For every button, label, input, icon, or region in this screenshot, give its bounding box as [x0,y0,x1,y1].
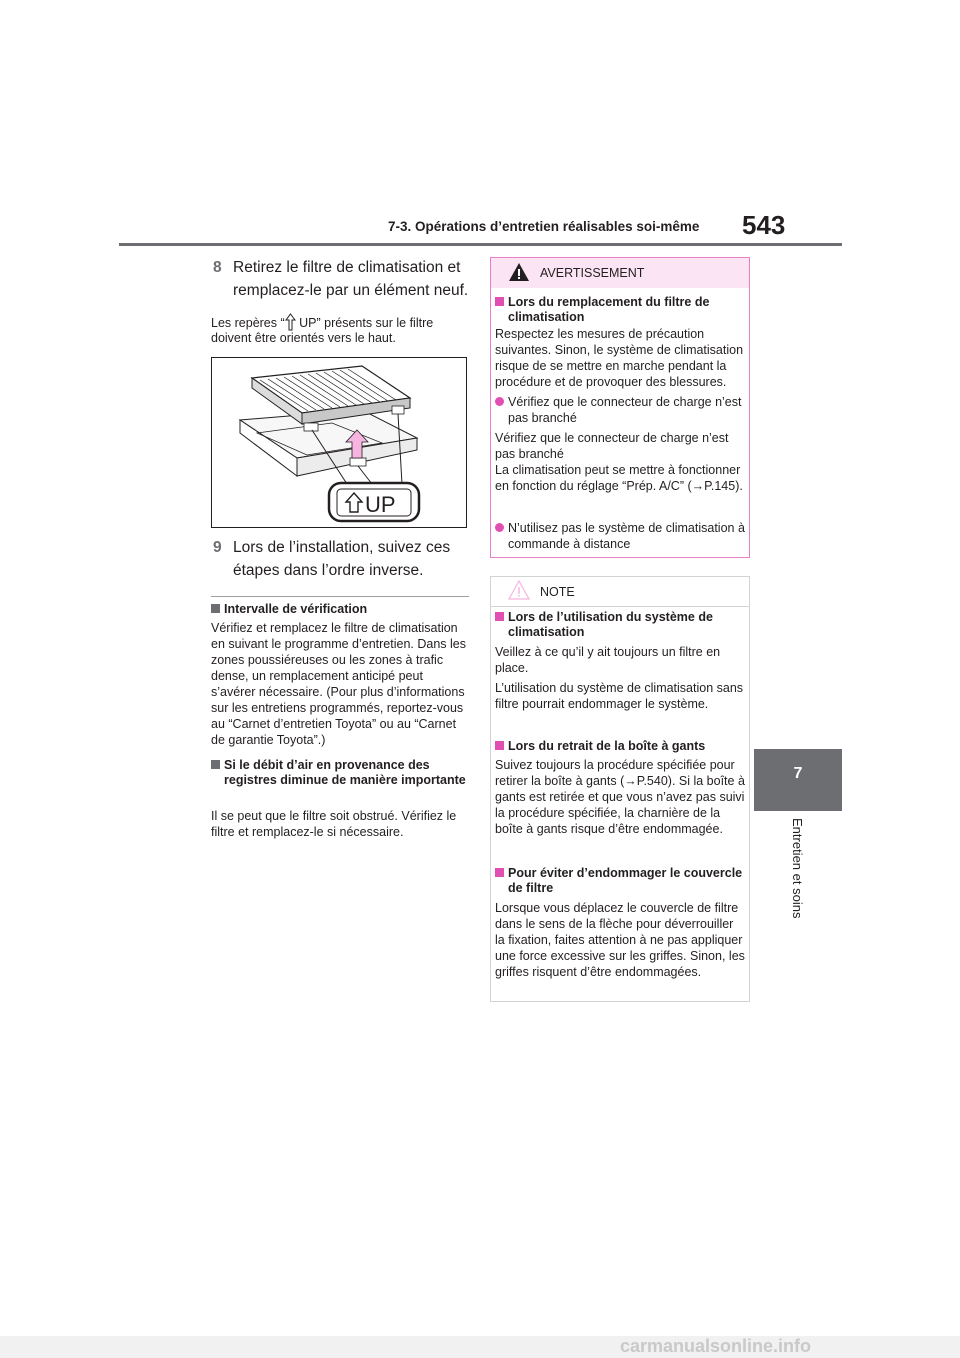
up-arrow-icon [285,313,296,331]
step-number: 8 [213,259,222,276]
square-bullet-icon [495,297,504,306]
step-number: 9 [213,539,222,556]
section-heading: Intervalle de vérification [211,602,469,617]
footer-band [0,1336,960,1358]
note-text: L’utilisation du système de climatisation sans filtre pourrait endommager le système. [495,681,744,711]
header-rule [119,243,842,246]
orientation-note: Les repères “ UP” présents sur le filtre doivent être orientés vers le haut. [211,313,469,346]
filter-drawing [212,358,466,527]
warning-text: Vérifiez que le connecteur de charge n’est pas branché [495,431,729,461]
up-label: UP [365,492,396,517]
section-heading: Si le débit d’air en provenance des registres diminue de manière importante [211,758,469,788]
section-body: Il se peut que le filtre soit obstrué. Vérifiez le filtre et remplacez-le si nécessaire. [211,809,457,839]
chapter-label: Entretien et soins [790,818,805,919]
warning-triangle-icon [508,262,530,282]
step-text: Retirez le filtre de climatisation et remplacez-le par un élément neuf. [233,259,469,299]
square-bullet-icon [495,868,504,877]
note-title: NOTE [540,585,575,599]
watermark: carmanualsonline.info [620,1336,812,1356]
note-subtitle: Lors de l’utilisation du système de climatisation [495,610,745,640]
warning-text: La climatisation peut se mettre à fonctionner en fonction du réglage “Prép. A/C” (→P.145). [495,463,743,493]
bullet-dot-icon [495,523,504,532]
section-title: 7-3. Opérations d’entretien réalisables soi-même [388,219,700,234]
note-text: Suivez toujours la procédure spécifiée pour retirer la boîte à gants (→P.540). Si la boîte à gants est retirée et que vous n’avez pas suivi la procédure spécifiée, la charnière de la boîte à gants risque d’être endommagée. [495,758,745,836]
square-bullet-icon [495,741,504,750]
square-bullet-icon [211,760,220,769]
warning-bullet: N’utilisez pas le système de climatisation à commande à distance [495,520,745,552]
step-8 [213,256,473,302]
square-bullet-icon [495,612,504,621]
filter-illustration [211,357,467,528]
note-subtitle: Lors du retrait de la boîte à gants [495,739,745,754]
note-triangle-icon [508,580,530,600]
bullet-dot-icon [495,397,504,406]
warning-text: Respectez les mesures de précaution suivantes. Sinon, le système de climatisation risque de se mettre en marche pendant la procédure et de provoquer des blessures. [495,327,744,389]
warning-title: AVERTISSEMENT [540,266,645,280]
note-subtitle: Pour éviter d’endommager le couvercle de filtre [495,866,745,896]
warning-bullet: Vérifiez que le connecteur de charge n’est pas branché [495,394,745,426]
divider [211,596,469,597]
warning-subtitle: Lors du remplacement du filtre de climatisation [495,295,745,325]
page-number: 543 [742,210,786,240]
section-body: Vérifiez et remplacez le filtre de climatisation en suivant le programme d’entretien. Dans les zones poussiéreuses ou les zones à trafic dense, un remplacement anticipé peut s’avérer nécessaire. (Pour plus d’informations sur les entretiens programmés, reportez-vous au “Carnet d’entretien Toyota” ou au “Carnet de garantie Toyota”.) [211,621,466,747]
note-text: Lorsque vous déplacez le couvercle de filtre dans le sens de la flèche pour déverrouiller la fixation, faites attention à ne pas appliquer une force excessive sur les griffes. Sinon, les griffes risquent d’être endommagées. [495,901,745,979]
step-text: Lors de l’installation, suivez ces étapes dans l’ordre inverse. [233,539,451,579]
note-text: Veillez à ce qu’il y ait toujours un filtre en place. [495,645,721,675]
square-bullet-icon [211,604,220,613]
step-9 [213,536,473,582]
chapter-number: 7 [793,765,803,782]
